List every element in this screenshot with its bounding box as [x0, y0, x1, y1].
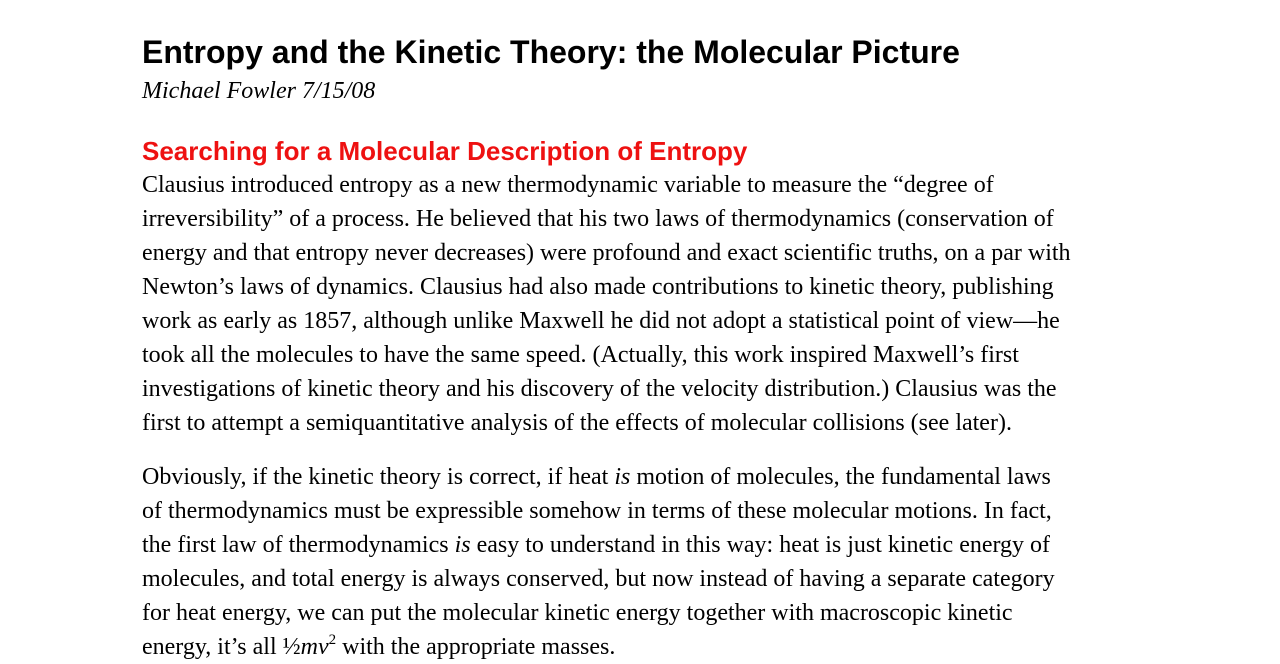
paragraph-line: took all the molecules to have the same speed. (Actually, this work inspired Maxwell’s first: [142, 342, 1019, 368]
paragraph-line: work as early as 1857, although unlike Maxwell he did not adopt a statistical point of view—he: [142, 308, 1060, 334]
paragraph-line: investigations of kinetic theory and his discovery of the velocity distribution.) Clausius was the: [142, 376, 1057, 402]
paragraph-line: [142, 630, 1142, 664]
paragraph-line: [142, 460, 1142, 494]
paragraph-line: Newton’s laws of dynamics. Clausius had also made contributions to kinetic theory, publishing: [142, 274, 1054, 300]
formula-mv: mv: [300, 634, 329, 660]
document-content: [142, 30, 1142, 664]
paragraph-line: first to attempt a semiquantitative analysis of the effects of molecular collisions (see later).: [142, 410, 1012, 436]
paragraph-line: irreversibility” of a process. He believed that his two laws of thermodynamics (conservation of: [142, 206, 1054, 232]
paragraph-2: [142, 460, 1142, 664]
paragraph-line: [142, 528, 1142, 562]
emphasis-text: is: [454, 532, 471, 558]
emphasis-text: is: [614, 464, 631, 490]
text-run: Obviously, if the kinetic theory is correct, if heat: [142, 464, 615, 490]
text-run: energy, it’s all ½: [142, 634, 301, 660]
text-run: easy to understand in this way: heat is just kinetic energy of: [470, 532, 1051, 558]
paragraph-line: energy and that entropy never decreases) were profound and exact scientific truths, on a par with: [142, 240, 1071, 266]
text-run: the first law of thermodynamics: [142, 532, 455, 558]
document-title: Entropy and the Kinetic Theory: the Molecular Picture: [142, 34, 960, 70]
text-run: with the appropriate masses.: [336, 634, 616, 660]
paragraph-line: for heat energy, we can put the molecular kinetic energy together with macroscopic kinetic: [142, 600, 1013, 626]
section-heading: Searching for a Molecular Description of Entropy: [142, 136, 748, 166]
paragraph-1: [142, 168, 1142, 440]
text-run: motion of molecules, the fundamental laws: [630, 464, 1051, 490]
author-date: Michael Fowler 7/15/08: [142, 78, 376, 104]
formula-exponent: 2: [328, 632, 337, 648]
paragraph-line: Clausius introduced entropy as a new thermodynamic variable to measure the “degree of: [142, 172, 994, 198]
paragraph-line: of thermodynamics must be expressible somehow in terms of these molecular motions. In fact,: [142, 498, 1052, 524]
paragraph-line: molecules, and total energy is always conserved, but now instead of having a separate category: [142, 566, 1055, 592]
